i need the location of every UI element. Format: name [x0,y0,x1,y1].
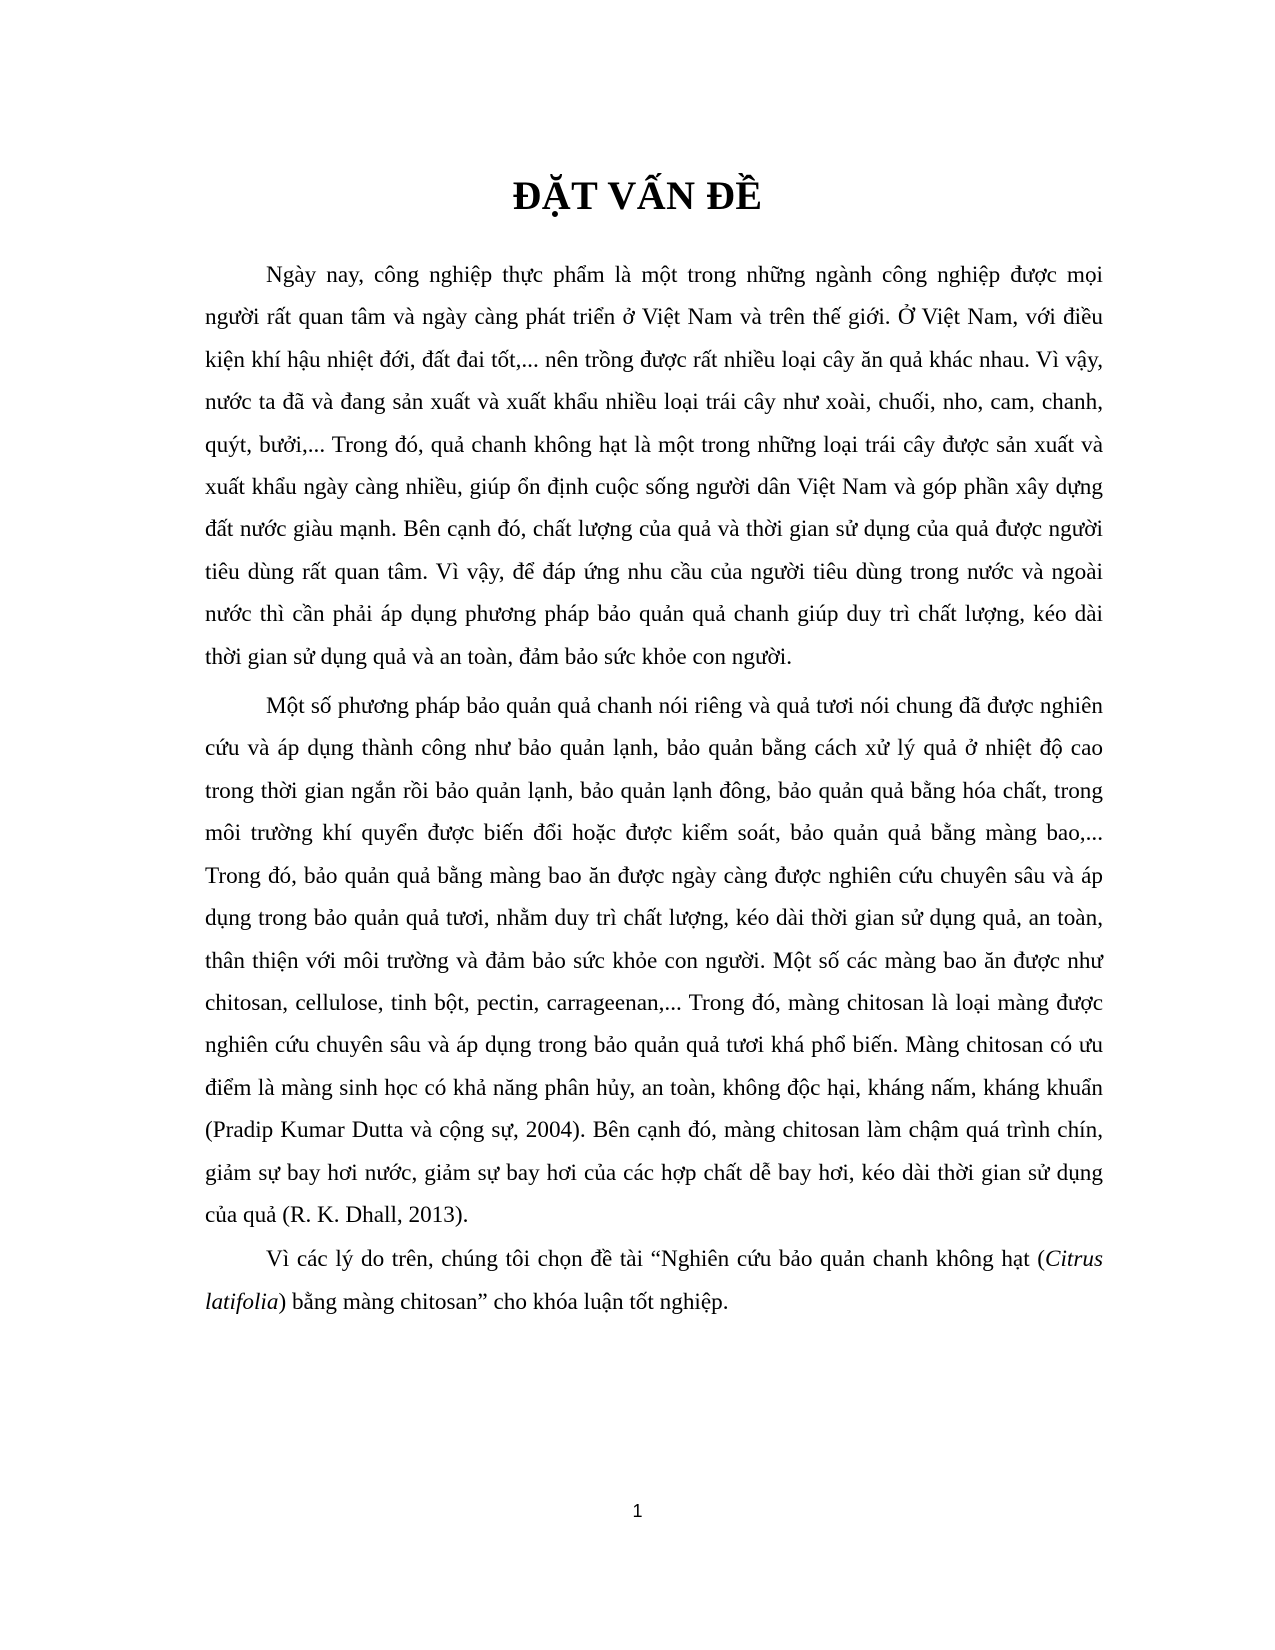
page-number: 1 [632,1501,643,1521]
paragraph-topic [205,1238,1103,1323]
topic-text-end: ) bằng màng chitosan” cho khóa luận tốt nghiệp. [278,1288,729,1315]
paragraph-intro: Ngày nay, công nghiệp thực phẩm là một trong những ngành công nghiệp được mọi người rất quan tâm và ngày càng phát triển ở Việt Nam và trên thế giới. Ở Việt Nam, với điều kiện khí hậu nhiệt đới, đất đai tốt,... nên trồng được rất nhiều loại cây ăn quả khác nhau. Vì vậy, nước ta đã và đang sản xuất và xuất khẩu nhiều loại trái cây như xoài, chuối, nho, cam, chanh, quýt, bưởi,... Trong đó, quả chanh không hạt là một trong những loại trái cây được sản xuất và xuất khẩu ngày càng nhiều, giúp ổn định cuộc sống người dân Việt Nam và góp phần xây dựng đất nước giàu mạnh. Bên cạnh đó, chất lượng của quả và thời gian sử dụng của quả được người tiêu dùng rất quan tâm. Vì vậy, để đáp ứng nhu cầu của người tiêu dùng trong nước và ngoài nước thì cần phải áp dụng phương pháp bảo quản quả chanh giúp duy trì chất lượng, kéo dài thời gian sử dụng quả và an toàn, đảm bảo sức khỏe con người. [205,262,1103,670]
topic-text-start: Vì các lý do trên, chúng tôi chọn đề tài “Nghiên cứu bảo quản chanh không hạt ( [266,1246,1045,1273]
page-title: ĐẶT VẤN ĐỀ [512,173,763,218]
paragraph-methods: Một số phương pháp bảo quản quả chanh nói riêng và quả tươi nói chung đã được nghiên cứu và áp dụng thành công như bảo quản lạnh, bảo quản bằng cách xử lý quả ở nhiệt độ cao trong thời gian ngắn rồi bảo quản lạnh, bảo quản lạnh đông, bảo quản quả bằng hóa chất, trong môi trường khí quyển được biến đổi hoặc được kiểm soát, bảo quản quả bằng màng bao,... Trong đó, bảo quản quả bằng màng bao ăn được ngày càng được nghiên cứu chuyên sâu và áp dụng trong bảo quản quả tươi, nhằm duy trì chất lượng, kéo dài thời gian sử dụng quả, an toàn, thân thiện với môi trường và đảm bảo sức khỏe con người. Một số các màng bao ăn được như chitosan, cellulose, tinh bột, pectin, carrageenan,... Trong đó, màng chitosan là loại màng được nghiên cứu chuyên sâu và áp dụng trong bảo quản quả tươi khá phổ biến. Màng chitosan có ưu điểm là màng sinh học có khả năng phân hủy, an toàn, không độc hại, kháng nấm, kháng khuẩn (Pradip Kumar Dutta và cộng sự, 2004). Bên cạnh đó, màng chitosan làm chậm quá trình chín, giảm sự bay hơi nước, giảm sự bay hơi của các hợp chất dễ bay hơi, kéo dài thời gian sử dụng của quả (R. K. Dhall, 2013). [205,693,1103,1228]
species-name: Citrus latifolia [205,1246,1103,1315]
body-text [205,254,1103,1323]
